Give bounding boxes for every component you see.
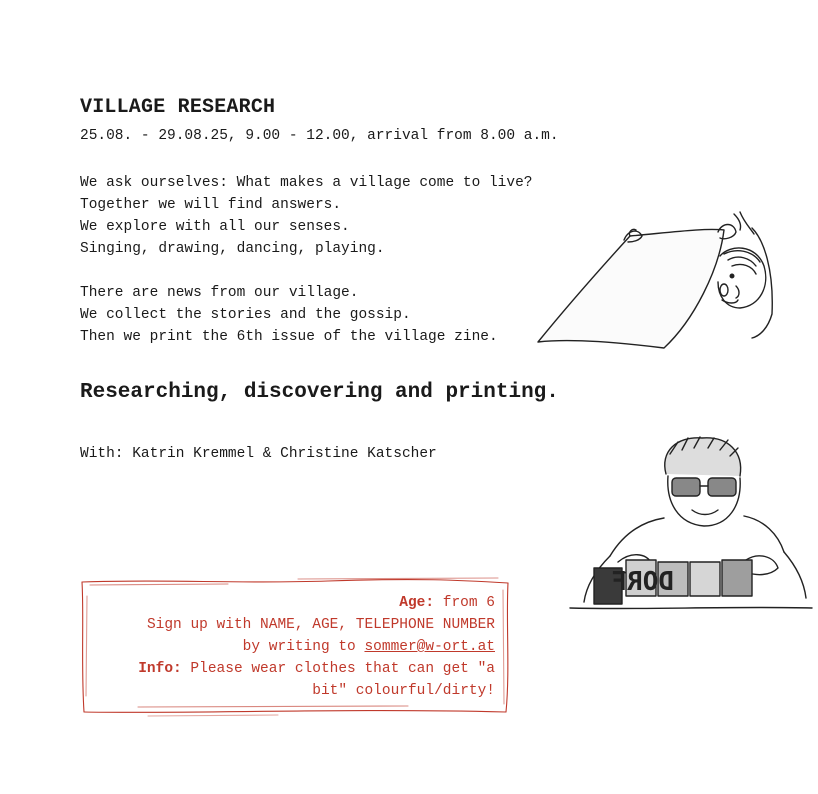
info-text — [138, 592, 495, 702]
stamp-letters: DORF — [611, 567, 674, 597]
credits: With: Katrin Kremmel & Christine Katscher — [80, 446, 437, 462]
age-line — [138, 592, 495, 614]
stamp-kid-illustration — [560, 432, 818, 612]
intro-line: We ask ourselves: What makes a village come to live? — [80, 175, 533, 191]
news-line: We collect the stories and the gossip. — [80, 307, 411, 323]
news-line: Then we print the 6th issue of the village zine. — [80, 329, 498, 345]
intro-line: Together we will find answers. — [80, 197, 342, 213]
paper-holder-illustration — [524, 210, 784, 360]
signup-line: Sign up with NAME, AGE, TELEPHONE NUMBER — [146, 617, 495, 633]
news-line: There are news from our village. — [80, 285, 359, 301]
email-link[interactable]: sommer@w-ort.at — [364, 639, 495, 655]
tagline: Researching, discovering and printing. — [80, 381, 559, 404]
intro-line: We explore with all our senses. — [80, 219, 350, 235]
info-label: Info: — [138, 661, 182, 677]
info-line-2: bit" colourful/dirty! — [312, 683, 495, 699]
age-value: from 6 — [434, 595, 495, 611]
info-line — [138, 658, 495, 680]
event-dates: 25.08. - 29.08.25, 9.00 - 12.00, arrival from 8.00 a.m. — [80, 128, 559, 144]
intro-paragraph — [80, 172, 532, 260]
info-text-1: Please wear clothes that can get "a — [181, 661, 495, 677]
info-box — [84, 582, 505, 710]
writing-line — [138, 636, 495, 658]
writing-prefix: by writing to — [242, 639, 365, 655]
intro-line: Singing, drawing, dancing, playing. — [80, 241, 385, 257]
age-label: Age: — [399, 595, 435, 611]
news-paragraph — [80, 282, 498, 348]
page-title: VILLAGE RESEARCH — [80, 96, 276, 119]
